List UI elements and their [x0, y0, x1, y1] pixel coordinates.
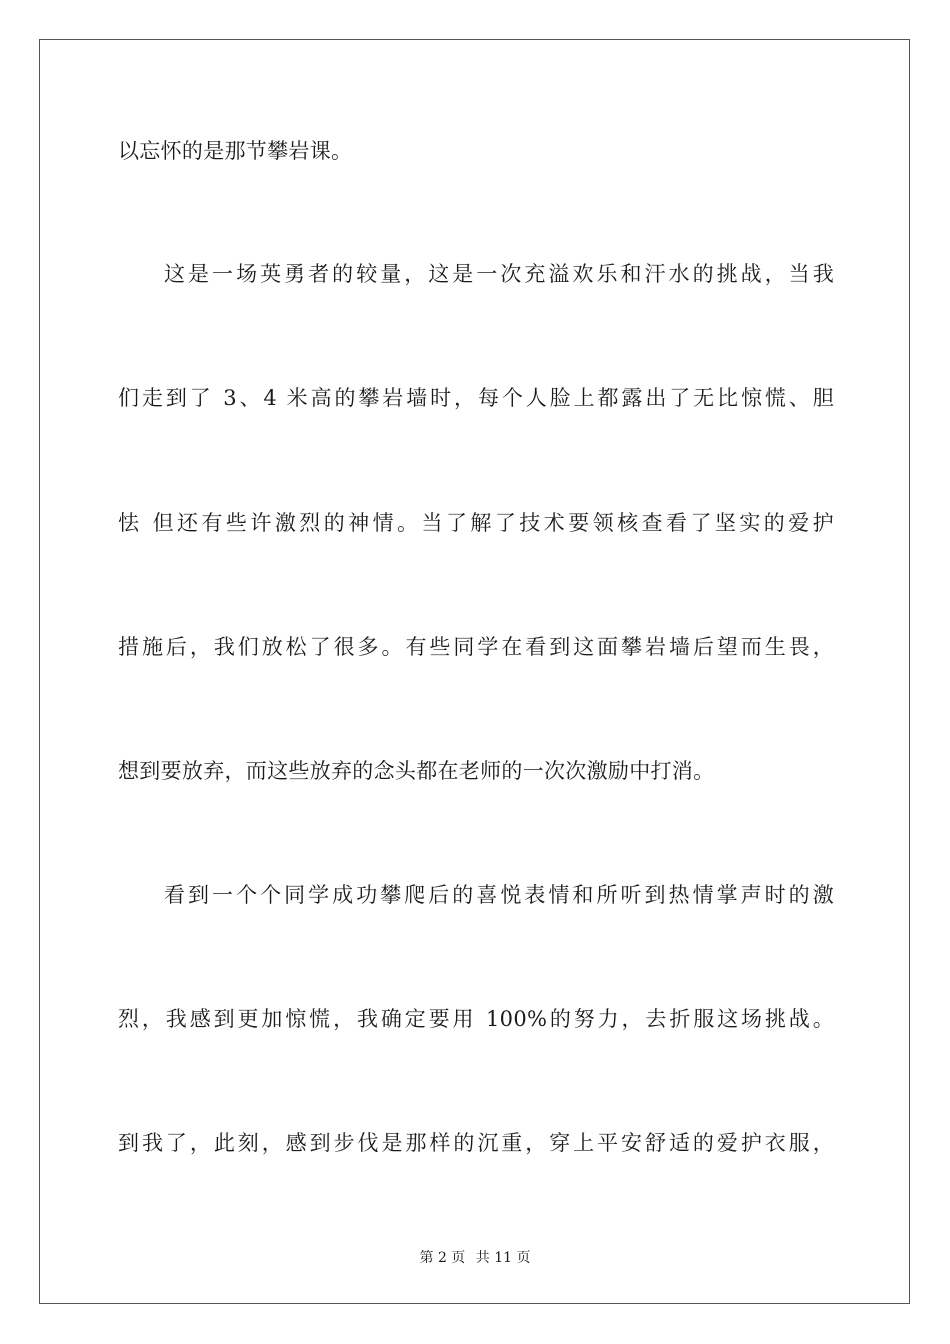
- page-border: [39, 39, 910, 1304]
- text-line: 这是一场英勇者的较量，这是一次充溢欢乐和汗水的挑战，当我: [164, 262, 834, 286]
- text-line: 想到要放弃，而这些放弃的念头都在老师的一次次激励中打消。: [118, 759, 715, 783]
- text-line: 怯 但还有些许激烈的神情。当了解了技术要领核查看了坚实的爱护: [118, 511, 834, 535]
- text-line: 看到一个个同学成功攀爬后的喜悦表情和所听到热情掌声时的激: [164, 883, 834, 907]
- text-line: 措施后，我们放松了很多。有些同学在看到这面攀岩墙后望而生畏，: [118, 635, 834, 659]
- text-line: 到我了，此刻，感到步伐是那样的沉重，穿上平安舒适的爱护衣服，: [118, 1131, 834, 1155]
- text-line: 烈，我感到更加惊慌，我确定要用 100%的努力，去折服这场挑战。: [118, 1007, 834, 1031]
- text-line: 们走到了 3、4 米高的攀岩墙时，每个人脸上都露出了无比惊慌、胆: [118, 386, 834, 410]
- page-footer: [0, 1249, 950, 1267]
- page-number: 第 2 页: [419, 1250, 466, 1266]
- total-pages: 共 11 页: [475, 1250, 531, 1266]
- text-line: 以忘怀的是那节攀岩课。: [118, 139, 353, 163]
